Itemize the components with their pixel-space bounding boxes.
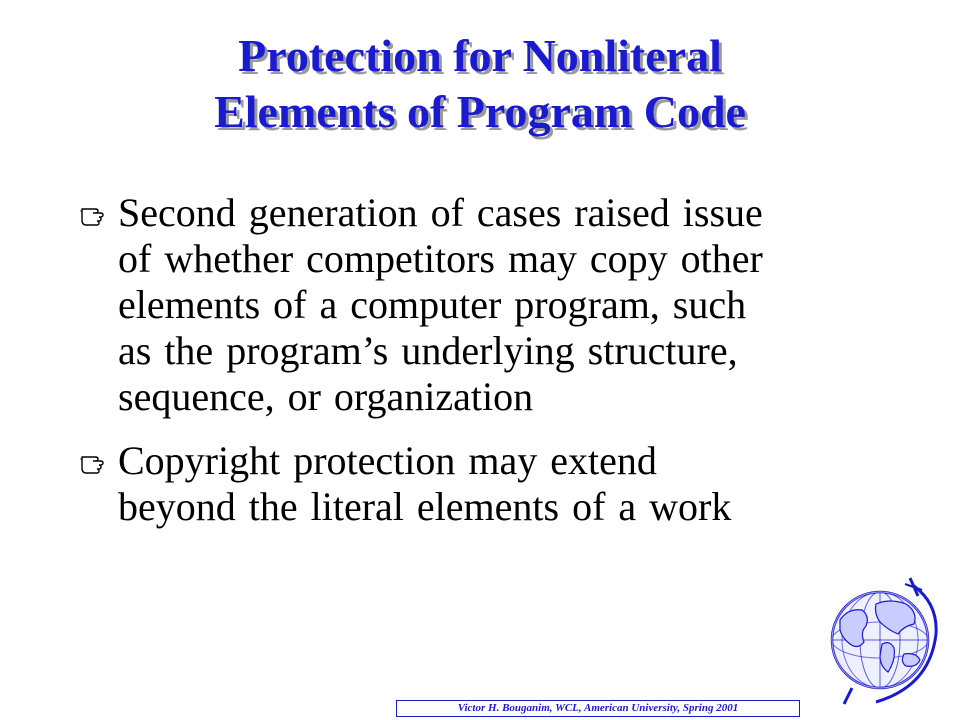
pointing-hand-icon: [80, 448, 108, 476]
bullet-line: of whether competitors may copy other: [118, 236, 763, 281]
globe-icon: [818, 574, 954, 710]
bullet-item: [80, 438, 880, 530]
bullet-line: Copyright protection may extend: [118, 438, 657, 483]
bullet-line: beyond the literal elements of a work: [118, 484, 732, 529]
bullet-line: sequence, or organization: [118, 374, 534, 419]
pointing-hand-icon: [80, 200, 108, 228]
footer-credit: Victor H. Bouganim, WCL, American University, Spring 2001: [396, 700, 800, 717]
bullet-line: as the program’s underlying structure,: [118, 328, 738, 373]
title-line-1: Protection for Nonliteral: [238, 30, 722, 81]
bullet-item: [80, 190, 880, 420]
bullet-line: Second generation of cases raised issue: [118, 190, 763, 235]
bullet-list: [80, 190, 880, 548]
title-line-2: Elements of Program Code: [214, 86, 746, 137]
slide-title: [60, 28, 900, 140]
bullet-line: elements of a computer program, such: [118, 282, 747, 327]
